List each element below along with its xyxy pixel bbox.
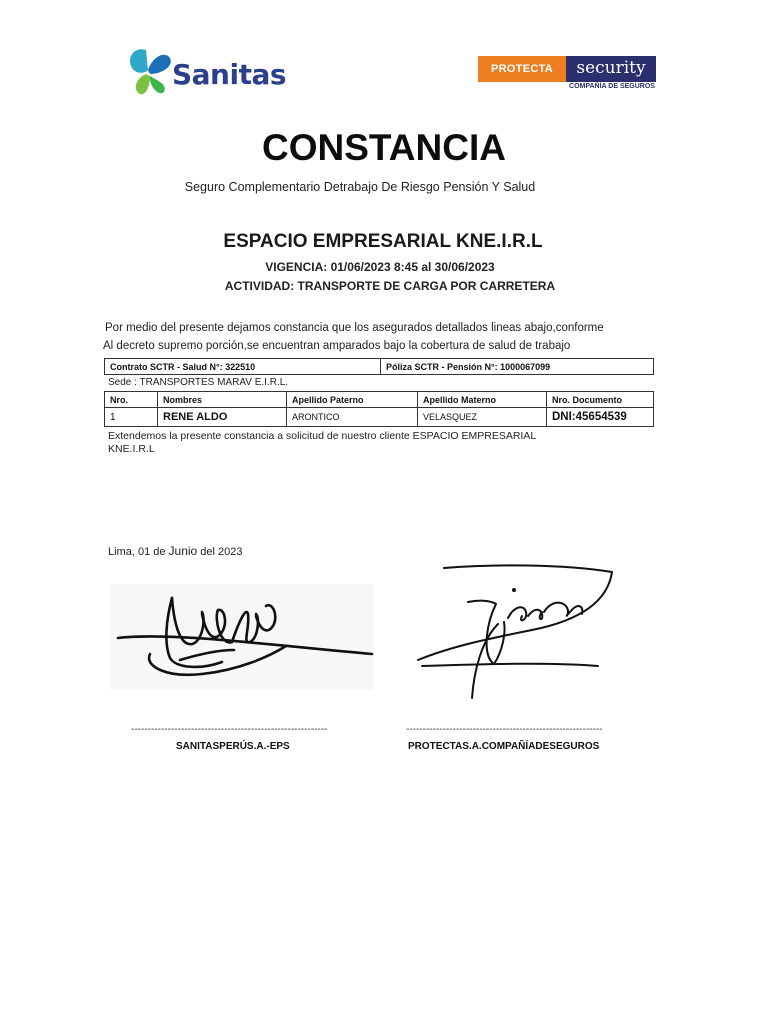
date-month: Junio xyxy=(168,544,198,558)
vigencia-line: VIGENCIA: 01/06/2023 8:45 al 30/06/2023 xyxy=(265,260,495,274)
cell-nombres: RENE ALDO xyxy=(158,408,287,427)
sede-line: Sede : TRANSPORTES MARAV E.I.R.L. xyxy=(108,377,289,388)
header-nro: Nro. xyxy=(105,392,158,408)
cell-documento: DNI:45654539 xyxy=(547,408,654,427)
actividad-line: ACTIVIDAD: TRANSPORTE DE CARGA POR CARRETERA xyxy=(224,279,556,293)
sanitas-logo xyxy=(124,44,294,100)
insured-table xyxy=(104,391,654,427)
date-suffix: del 2023 xyxy=(197,546,243,558)
paragraph-line-2: Al decreto supremo porción,se encuentran amparados bajo la cobertura de salud de trabajo xyxy=(103,340,571,352)
cell-apellido-paterno: ARONTICO xyxy=(287,408,418,427)
date-line xyxy=(108,544,243,558)
contract-pension: Póliza SCTR - Pensión N°: 1000067099 xyxy=(381,359,654,375)
sanitas-signature xyxy=(110,584,374,690)
extension-note xyxy=(108,430,628,456)
sanitas-signature-label: SANITASPERÚS.A.-EPS xyxy=(176,741,290,752)
protecta-logo xyxy=(478,56,658,94)
date-prefix: Lima, 01 de xyxy=(108,546,169,558)
paragraph-line-1: Por medio del presente dejamos constancia que los asegurados detallados lineas abajo,conforme xyxy=(105,322,604,334)
sanitas-wordmark: Sanitas xyxy=(172,58,287,91)
header-nombres: Nombres xyxy=(158,392,287,408)
cell-nro: 1 xyxy=(105,408,158,427)
protecta-subtitle: COMPAÑÍA DE SEGUROS xyxy=(569,83,655,90)
signature-line-right: ----------------------------------------------------------- xyxy=(406,724,603,735)
extension-note-line-1: Extendemos la presente constancia a solicitud de nuestro cliente ESPACIO EMPRESARIAL xyxy=(108,430,537,442)
signature-left-image xyxy=(110,584,374,690)
contract-salud: Contrato SCTR - Salud N°: 322510 xyxy=(105,359,381,375)
security-label: security xyxy=(566,56,656,82)
protecta-signature-label: PROTECTAS.A.COMPAÑÍADESEGUROS xyxy=(408,741,600,752)
signature-right-image xyxy=(412,560,622,700)
contract-table xyxy=(104,358,654,375)
protecta-signature xyxy=(412,560,622,700)
company-name: ESPACIO EMPRESARIAL KNE.I.R.L xyxy=(223,231,543,252)
butterfly-icon xyxy=(124,44,174,100)
header-apellido-paterno: Apellido Paterno xyxy=(287,392,418,408)
table-row xyxy=(105,408,654,427)
header-apellido-materno: Apellido Materno xyxy=(418,392,547,408)
signature-line-left: ----------------------------------------------------------- xyxy=(131,724,328,735)
document-subtitle: Seguro Complementario Detrabajo De Riesgo Pensión Y Salud xyxy=(184,180,536,194)
cell-apellido-materno: VELASQUEZ xyxy=(418,408,547,427)
extension-note-line-2: KNE.I.R.L xyxy=(108,443,155,455)
header-nro-documento: Nro. Documento xyxy=(547,392,654,408)
protecta-label: PROTECTA xyxy=(478,56,566,82)
table-header-row xyxy=(105,392,654,408)
document-title: CONSTANCIA xyxy=(262,127,506,168)
